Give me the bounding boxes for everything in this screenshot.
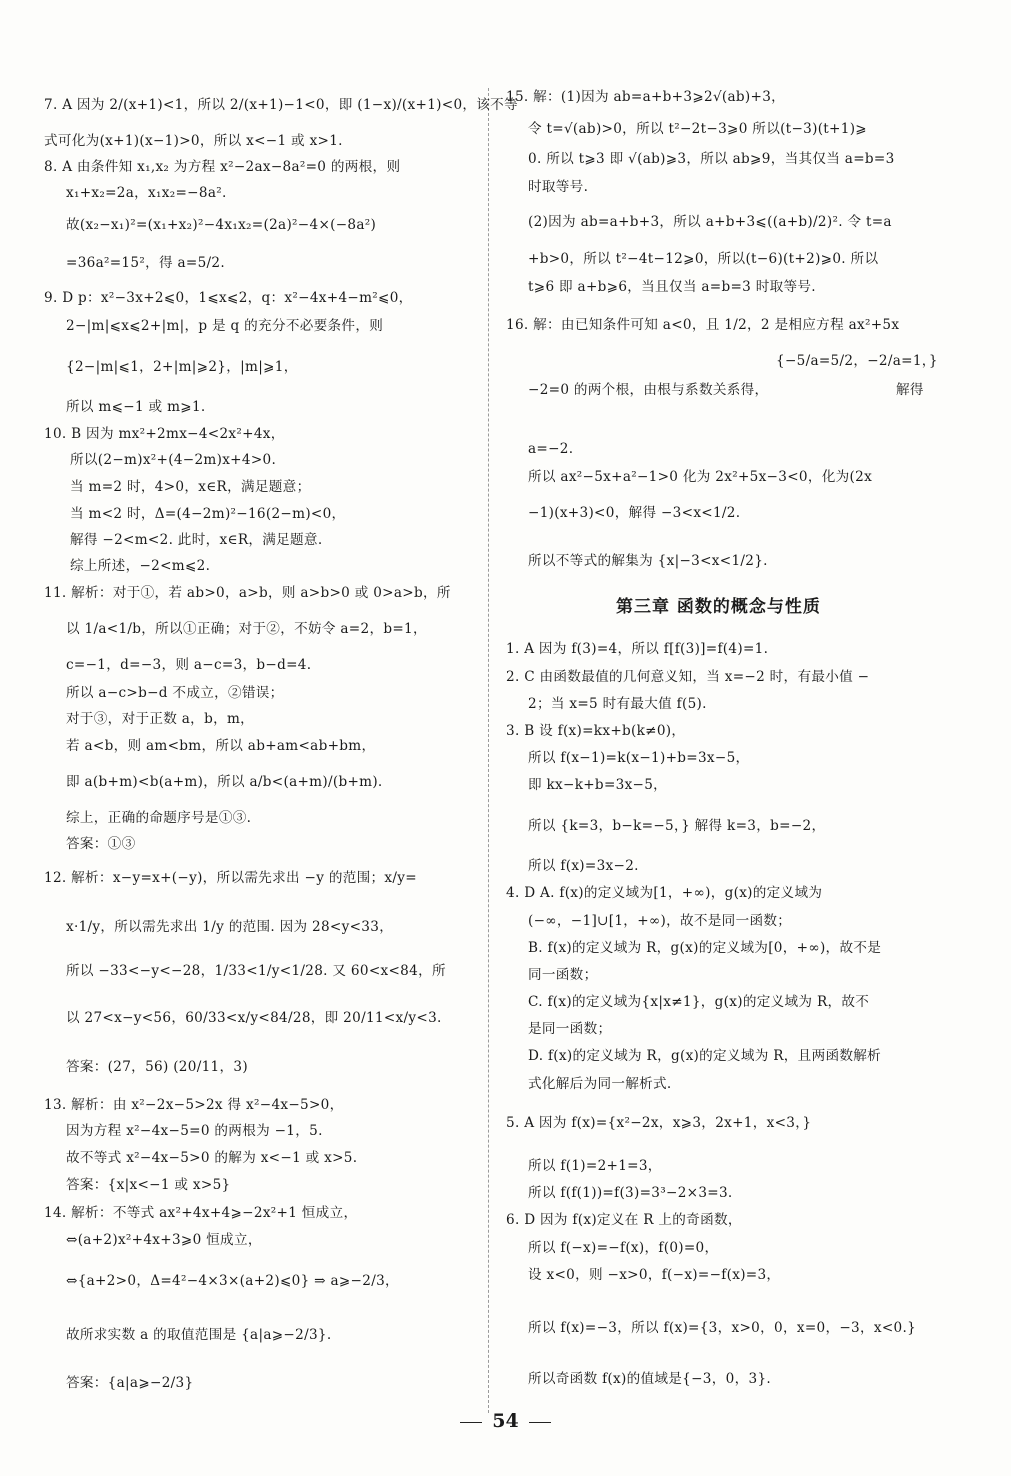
text-line: 所以(2−m)x²+(4−2m)x+4>0. [70, 452, 277, 468]
page-number: 54 [492, 1410, 519, 1432]
text-line: D. f(x)的定义域为 R，g(x)的定义域为 R，且两函数解析 [528, 1048, 882, 1064]
text-line: a=−2. [528, 441, 574, 457]
text-line: −1)(x+3)<0，解得 −3<x<1/2. [528, 505, 741, 521]
text-line: 所以 {k=3，b−k=−5，} 解得 k=3，b=−2， [528, 818, 826, 834]
text-line: 所以 a−c>b−d 不成立，②错误； [66, 685, 284, 701]
text-line: 设 x<0，则 −x>0，f(−x)=−f(x)=3， [528, 1267, 781, 1283]
text-line: 5. A 因为 f(x)={x²−2x，x⩾3，2x+1，x<3，} [506, 1115, 812, 1131]
text-line: 答案：{a|a⩾−2/3} [66, 1375, 194, 1391]
text-line: 14. 解析：不等式 ax²+4x+4⩾−2x²+1 恒成立， [44, 1205, 358, 1221]
text-line: 6. D 因为 f(x)定义在 R 上的奇函数， [506, 1212, 742, 1228]
text-line: 答案：(27，56) (20/11，3) [66, 1059, 248, 1075]
text-line: ⇔(a+2)x²+4x+3⩾0 恒成立， [66, 1232, 262, 1248]
text-line: 是同一函数； [528, 1021, 612, 1037]
text-line: 式化解后为同一解析式. [528, 1076, 672, 1092]
text-line: 2−|m|⩽x⩽2+|m|，p 是 q 的充分不必要条件，则 [66, 318, 384, 334]
text-line: 所以 f(x)=3x−2. [528, 858, 639, 874]
text-line: {−5/a=5/2，−2/a=1，} [776, 353, 938, 369]
text-line: 以 27<x−y<56，60/33<x/y<84/28，即 20/11<x/y<3. [66, 1010, 442, 1026]
text-line: 16. 解：由已知条件可知 a<0，且 1/2，2 是相应方程 ax²+5x [506, 317, 900, 333]
text-line: 解得 [896, 382, 924, 398]
text-line: 同一函数； [528, 967, 598, 983]
text-line: B. f(x)的定义域为 R，g(x)的定义域为[0，+∞)，故不是 [528, 940, 882, 956]
text-line: 所以不等式的解集为 {x|−3<x<1/2}. [528, 553, 768, 569]
text-line: t⩾6 即 a+b⩾6，当且仅当 a=b=3 时取等号. [528, 279, 816, 295]
text-line: 所以 m⩽−1 或 m⩾1. [66, 399, 206, 415]
text-line: 时取等号. [528, 179, 589, 195]
column-divider [488, 88, 489, 1413]
text-line: 即 a(b+m)<b(a+m)，所以 a/b<(a+m)/(b+m). [66, 774, 383, 790]
text-line: 以 1/a<1/b，所以①正确；对于②，不妨令 a=2，b=1， [66, 621, 427, 637]
text-line: 2. C 由函数最值的几何意义知，当 x=−2 时，有最小值 − [506, 669, 870, 685]
text-line: =36a²=15²，得 a=5/2. [66, 255, 225, 271]
text-line: ⇔{a+2>0，Δ=4²−4×3×(a+2)⩽0} ⇒ a⩾−2/3， [66, 1273, 399, 1289]
text-line: (−∞，−1]∪[1，+∞)，故不是同一函数； [528, 913, 792, 929]
text-line: 所以 ax²−5x+a²−1>0 化为 2x²+5x−3<0，化为(2x [528, 469, 873, 485]
text-line: (2)因为 ab=a+b+3，所以 a+b+3⩽((a+b)/2)². 令 t=a [528, 214, 892, 230]
text-line: 所以奇函数 f(x)的值域是{−3，0，3}. [528, 1371, 772, 1387]
text-line: C. f(x)的定义域为{x|x≠1}，g(x)的定义域为 R，故不 [528, 994, 870, 1010]
text-line: 7. A 因为 2/(x+1)<1，所以 2/(x+1)−1<0，即 (1−x)/(x+1)<0，该不等 [44, 97, 518, 113]
text-line: 当 m<2 时，Δ=(4−2m)²−16(2−m)<0， [70, 506, 346, 522]
text-line: +b>0，所以 t²−4t−12⩾0，所以(t−6)(t+2)⩾0. 所以 [528, 251, 879, 267]
text-line: 综上，正确的命题序号是①③. [66, 810, 252, 826]
text-line: 9. D p：x²−3x+2⩽0，1⩽x⩽2，q：x²−4x+4−m²⩽0， [44, 290, 413, 306]
text-line: x₁+x₂=2a，x₁x₂=−8a². [66, 185, 227, 201]
text-line: x·1/y，所以需先求出 1/y 的范围. 因为 28<y<33， [66, 919, 394, 935]
text-line: 故(x₂−x₁)²=(x₁+x₂)²−4x₁x₂=(2a)²−4×(−8a²) [66, 217, 377, 233]
text-line: 8. A 由条件知 x₁,x₂ 为方程 x²−2ax−8a²=0 的两根，则 [44, 159, 401, 175]
text-line: {2−|m|⩽1，2+|m|⩾2}，|m|⩾1， [66, 359, 298, 375]
text-line: 13. 解析：由 x²−2x−5>2x 得 x²−4x−5>0， [44, 1097, 344, 1113]
chapter-heading: 第三章 函数的概念与性质 [616, 597, 821, 617]
text-line: 3. B 设 f(x)=kx+b(k≠0)， [506, 723, 686, 739]
text-line: 故所求实数 a 的取值范围是 {a|a⩾−2/3}. [66, 1327, 332, 1343]
text-line: 11. 解析：对于①，若 ab>0，a>b，则 a>b>0 或 0>a>b，所 [44, 585, 451, 601]
text-line: 综上所述，−2<m⩽2. [70, 558, 211, 574]
text-line: 所以 f(1)=2+1=3， [528, 1158, 662, 1174]
text-line: 答案：①③ [66, 836, 136, 852]
text-line: 若 a<b，则 am<bm，所以 ab+am<ab+bm， [66, 738, 376, 754]
page-number-footer [0, 1410, 1011, 1432]
text-line: 所以 f(−x)=−f(x)，f(0)=0， [528, 1240, 719, 1256]
text-line: 故不等式 x²−4x−5>0 的解为 x<−1 或 x>5. [66, 1150, 358, 1166]
text-line: 15. 解：(1)因为 ab=a+b+3⩾2√(ab)+3， [506, 89, 786, 105]
text-line: 所以 −33<−y<−28，1/33<1/y<1/28. 又 60<x<84，所 [66, 963, 446, 979]
text-line: 因为方程 x²−4x−5=0 的两根为 −1，5. [66, 1123, 323, 1139]
text-line: 所以 f(x)=−3，所以 f(x)={3，x>0，0，x=0，−3，x<0.} [528, 1320, 917, 1336]
text-line: c=−1，d=−3，则 a−c=3，b−d=4. [66, 657, 312, 673]
text-line: 所以 f(x−1)=k(x−1)+b=3x−5， [528, 750, 750, 766]
footer-dash-left [460, 1422, 482, 1423]
text-line: 式可化为(x+1)(x−1)>0，所以 x<−1 或 x>1. [44, 133, 343, 149]
text-line: 答案：{x|x<−1 或 x>5} [66, 1177, 231, 1193]
text-line: 10. B 因为 mx²+2mx−4<2x²+4x， [44, 426, 285, 442]
text-line: 令 t=√(ab)>0，所以 t²−2t−3⩾0 所以(t−3)(t+1)⩾ [528, 121, 867, 137]
text-line: 当 m=2 时，4>0，x∈R，满足题意； [70, 479, 311, 495]
text-line: 2；当 x=5 时有最大值 f(5). [528, 696, 707, 712]
text-line: 即 kx−k+b=3x−5， [528, 777, 668, 793]
text-line: 12. 解析：x−y=x+(−y)，所以需先求出 −y 的范围；x/y= [44, 870, 417, 886]
text-line: 解得 −2<m<2. 此时，x∈R，满足题意. [70, 532, 323, 548]
text-line: 4. D A. f(x)的定义域为[1，+∞)，g(x)的定义域为 [506, 885, 823, 901]
text-line: 所以 f(f(1))=f(3)=3³−2×3=3. [528, 1185, 733, 1201]
footer-dash-right [529, 1422, 551, 1423]
text-line: −2=0 的两个根，由根与系数关系得， [528, 382, 769, 398]
text-line: 对于③，对于正数 a，b，m， [66, 711, 255, 727]
text-line: 0. 所以 t⩾3 即 √(ab)⩾3，所以 ab⩾9，当其仅当 a=b=3 [528, 151, 895, 167]
text-line: 1. A 因为 f(3)=4，所以 f[f(3)]=f(4)=1. [506, 641, 769, 657]
